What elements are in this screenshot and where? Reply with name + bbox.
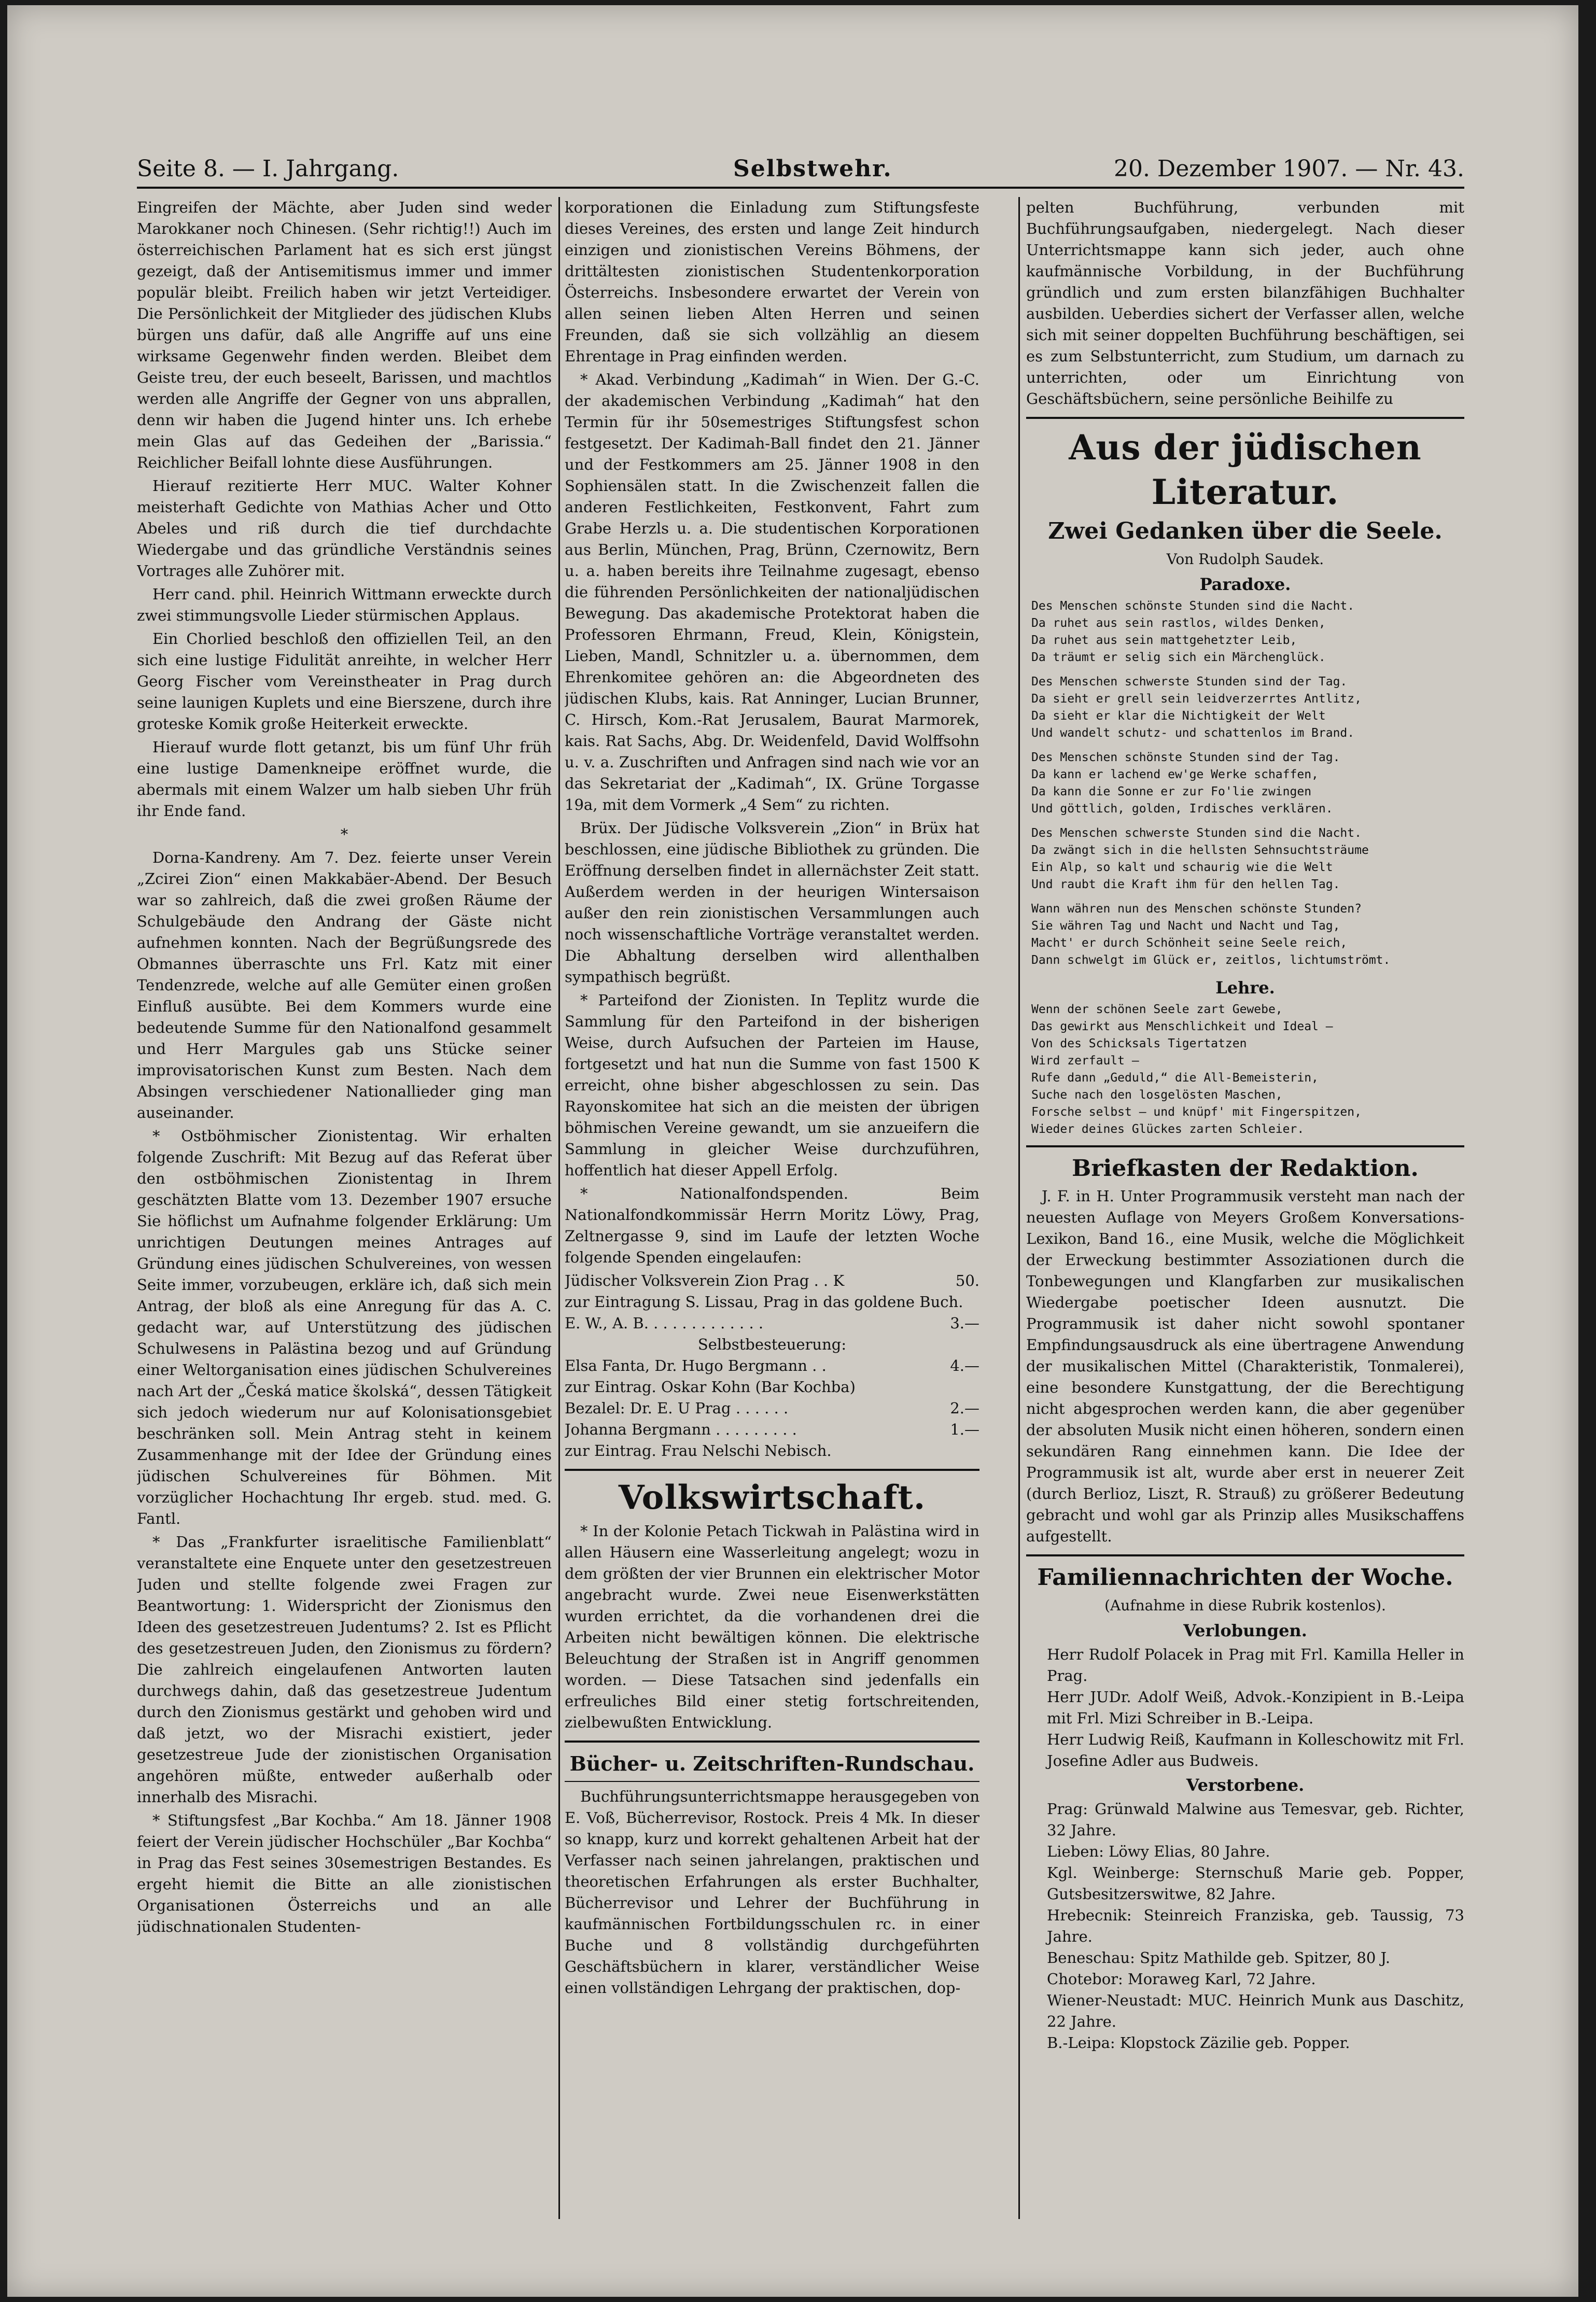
family-entry: Prag: Grünwald Malwine aus Temesvar, geb. Richter, 32 Jahre.	[1047, 1800, 1464, 1839]
poem-stanza	[1031, 749, 1464, 818]
poem-line: Da zwängt sich in die hellsten Sehnsuchtsträume	[1031, 844, 1369, 857]
donation-amount: 2.—	[950, 1399, 979, 1417]
donation-row	[565, 1377, 979, 1398]
donation-name: zur Eintrag. Frau Nelschi Nebisch.	[565, 1442, 832, 1459]
family-entry: Herr Ludwig Reiß, Kaufmann in Kolleschowitz mit Frl. Josefine Adler aus Budweis.	[1047, 1731, 1464, 1770]
donation-name: zur Eintragung S. Lissau, Prag in das goldene Buch.	[565, 1293, 963, 1311]
article-paragraph: * Das „Frankfurter israelitische Familienblatt“ veranstaltete eine Enquete unter den gesetzestreuen Juden und stellte folgende zwei Fragen zur Beantwortung: 1. Widerspricht der Zionismus den Ideen des gesetzestreuen Judentums? 2. Ist es Pflicht des gesetzestreuen Juden, den Zionismus zu fördern? Die zahlreich eingelaufenen Antworten lauten durchwegs dahin, daß das gesetzestreue Judentum durch den Zionismus gestärkt und gehoben wird und daß jetzt, wo der Misrachi existiert, jeder gesetzestreue Jude der zionistischen Organisation angehören müßte, entweder außerhalb oder innerhalb des Misrachi.	[137, 1533, 552, 1806]
poem-author: Von Rudolph Saudek.	[1166, 551, 1324, 568]
donation-row	[565, 1440, 979, 1462]
newspaper-page	[7, 5, 1578, 2297]
poem-stanza	[1031, 901, 1464, 969]
poem-stanza	[1031, 1001, 1464, 1138]
page-header	[137, 156, 1464, 181]
poem-line: Ein Alp, so kalt und schaurig wie die Welt	[1031, 861, 1333, 874]
column-divider	[558, 197, 560, 2219]
poem-line: Wird zerfault —	[1031, 1054, 1139, 1068]
poem-line: Da träumt er selig sich ein Märchenglück.	[1031, 651, 1326, 664]
header-page-info: Seite 8. — I. Jahrgang.	[137, 156, 399, 182]
section-heading-volkswirtschaft: Volkswirtschaft.	[618, 1478, 926, 1517]
article-paragraph: * Ostböhmischer Zionistentag. Wir erhalten folgende Zuschrift: Mit Bezug auf das Referat über den ostböhmischen Zionistentag in Ihrem geschätzten Blatte vom 13. Dezember 1907 ersuche Sie höflichst um Aufnahme folgender Erklärung: Um unrichtigen Deutungen meines Antrages auf Gründung eines jüdischen Schulvereines, von wessen Seite immer, vorzubeugen, erkläre ich, daß sich mein Antrag, der bloß als eine Anregung für das A. C. gedacht war, auf Unterstützung des jüdischen Schulwesens in Palästina bezog und auf Gründung einer Weltorganisation eines jüdischen Schulvereines nach Art der „Česká matice školská“, dessen Tätigkeit sich jedoch wiederum nur auf Kolonisationsgebiet beschränken soll. Mein Antrag steht in keinem Zusammenhange mit der Idee der Gründung eines jüdischen Schulvereines für Böhmen. Mit vorzüglicher Hochachtung Ihr ergeb. stud. med. G. Fantl.	[137, 1127, 552, 1527]
section-rule	[565, 1740, 979, 1743]
poem-line: Wieder deines Glückes zarten Schleier.	[1031, 1122, 1305, 1136]
family-entry: Herr Rudolf Polacek in Prag mit Frl. Kamilla Heller in Prag.	[1047, 1646, 1464, 1685]
family-entry: Kgl. Weinberge: Sternschuß Marie geb. Popper, Gutsbesitzerswitwe, 82 Jahre.	[1047, 1864, 1464, 1903]
section-note: (Aufnahme in diese Rubrik kostenlos).	[1104, 1597, 1386, 1614]
poem-line: Des Menschen schönste Stunden sind der Tag.	[1031, 751, 1340, 764]
poem-stanza	[1031, 598, 1464, 666]
poem-line: Da sieht er klar die Nichtigkeit der Welt	[1031, 709, 1326, 723]
subheading-verlobungen: Verlobungen.	[1183, 1621, 1307, 1640]
article-paragraph: * In der Kolonie Petach Tickwah in Palästina wird in allen Häusern eine Wasserleitung angelegt; wozu in dem größten der vier Brunnen ein elektrischer Motor angebracht wurde. Zwei neue Eisenwerkstätten wurden errichtet, da die vorhandenen drei die Arbeiten nicht bewältigen können. Die elektrische Beleuchtung der Straßen ist in Angriff genommen worden. — Diese Tatsachen sind jedenfalls ein erfreuliches Bild einer stetig fortschreitenden, zielbewußten Entwicklung.	[565, 1522, 979, 1731]
poem-line: Und göttlich, golden, Irdisches verklären.	[1031, 802, 1333, 816]
poem-line: Da ruhet aus sein mattgehetzter Leib,	[1031, 634, 1297, 647]
article-paragraph: Dorna-Kandreny. Am 7. Dez. feierte unser Verein „Zcirei Zion“ einen Makkabäer-Abend. Der Besuch war so zahlreich, daß die zwei großen Räume der Schulgebäude den Andrang der Gäste nicht aufnehmen konnten. Nach der Begrüßungsrede des Obmannes überraschte uns Frl. Katz mit einer Tendenzrede, welche auf alle Gemüter einen großen Einfluß ausübte. Bei dem Kommers wurde eine bedeutende Summe für den Nationalfond gesammelt und Herr Margules gab uns Stücke seiner improvisatorischen Kunst zum Besten. Nach dem Absingen verschiedener Nationallieder ging man auseinander.	[137, 849, 552, 1121]
poem-line: Sie währen Tag und Nacht und Nacht und Tag,	[1031, 919, 1340, 933]
donation-name: Bezalel: Dr. E. U Prag . . . . . .	[565, 1399, 789, 1417]
poem-stanza	[1031, 673, 1464, 742]
section-heading-briefkasten: Briefkasten der Redaktion.	[1072, 1155, 1419, 1182]
donation-row	[565, 1292, 979, 1313]
column-2	[565, 197, 979, 2219]
donation-row	[565, 1355, 979, 1377]
poem-line: Wann währen nun des Menschen schönste Stunden?	[1031, 902, 1362, 916]
poem-line: Des Menschen schönste Stunden sind die Nacht.	[1031, 599, 1355, 613]
poem-line: Da sieht er grell sein leidverzerrtes Antlitz,	[1031, 692, 1362, 706]
family-entry: Hrebecnik: Steinreich Franziska, geb. Taussig, 73 Jahre.	[1047, 1906, 1464, 1945]
donation-amount: 4.—	[950, 1357, 979, 1374]
poem-subtitle: Paradoxe.	[1199, 574, 1291, 594]
poem-stanza	[1031, 825, 1464, 893]
poem-line: Da ruhet aus sein rastlos, wildes Denken,	[1031, 616, 1326, 630]
donation-name: Selbstbesteuerung:	[697, 1336, 847, 1353]
donation-name: Jüdischer Volksverein Zion Prag . . K	[565, 1272, 845, 1289]
donation-row	[565, 1270, 979, 1292]
article-paragraph: Herr cand. phil. Heinrich Wittmann erweckte durch zwei stimmungsvolle Lieder stürmischen Applaus.	[137, 585, 552, 624]
article-paragraph: J. F. in H. Unter Programmusik versteht man nach der neuesten Auflage von Meyers Großem Konversations-Lexikon, Band 16., eine Musik, welche die Möglichkeit der Erweckung bestimmter Assoziationen durch die Tonbewegungen und Klangfarben zur musikalischen Wiedergabe poetischer Ideen ausnutzt. Die Programmusik ist daher nicht sowohl spontaner Empfindungsausdruck als eine übertragene Anwendung der musikalischen Mittel (Charakteristik, Tonmalerei), eine besondere Kunstgattung, der die Berechtigung nicht abgesprochen werden kann, die aber gegenüber der absoluten Musik nicht einen höheren, sondern einen sekundären Rang einnehmen kann. Die Idee der Programmusik ist alt, wurde aber erst in neuerer Zeit (durch Berlioz, Liszt, R. Strauß) zu größerer Bedeutung gebracht und wohl gar als Prinzip alles Musikschaffens aufgestellt.	[1026, 1187, 1464, 1545]
family-entry: Lieben: Löwy Elias, 80 Jahre.	[1047, 1843, 1270, 1860]
article-paragraph: * Stiftungsfest „Bar Kochba.“ Am 18. Jänner 1908 feiert der Verein jüdischer Hochschüler „Bar Kochba“ in Prag das Fest seines 30semestrigen Bestandes. Es ergeht hiemit die Bitte an alle zionistischen Organisationen Österreichs und an alle jüdischnationalen Studenten-	[137, 1812, 552, 1935]
donation-row	[565, 1398, 979, 1419]
subheading-verstorbene: Verstorbene.	[1186, 1775, 1305, 1795]
section-rule	[1026, 1554, 1464, 1556]
donation-name: Elsa Fanta, Dr. Hugo Bergmann . .	[565, 1357, 827, 1374]
article-paragraph: * Parteifond der Zionisten. In Teplitz wurde die Sammlung für den Parteifond in der bisherigen Weise, durch Aufsuchen der Parteien im Hause, fortgesetzt und hat nun die Summe von fast 1500 K erreicht, ohne bisher abgeschlossen zu sein. Das Rayonskomitee hat sich an die meisten der übrigen böhmischen Vereine gewandt, um sie anzueifern die Sammlung in gleicher Weise durchzuführen, hoffentlich hat dieser Appell Erfolg.	[565, 991, 979, 1179]
poem-line: Da kann er lachend ew'ge Werke schaffen,	[1031, 768, 1319, 781]
article-paragraph: Eingreifen der Mächte, aber Juden sind weder Marokkaner noch Chinesen. (Sehr richtig!!) Auch im österreichischen Parlament hat es sich erst jüngst gezeigt, daß der Antisemitismus immer und immer populär bleibt. Freilich haben wir jetzt Verteidiger. Die Persönlichkeit der Mitglieder des jüdischen Klubs bürgen uns dafür, daß alle Angriffe auf uns eine wirksame Gegenwehr finden werden. Bleibet dem Geiste treu, der euch beseelt, Barissen, und machtlos werden alle Angriffe der Gegner von uns abprallen, denn wir haben die Jugend hinter uns. Ich erhebe mein Glas auf das Gedeihen der „Barissia.“ Reichlicher Beifall lohnte diese Ausführungen.	[137, 199, 552, 471]
family-entry: Wiener-Neustadt: MUC. Heinrich Munk aus Daschitz, 22 Jahre.	[1047, 1991, 1464, 2030]
column-3	[1026, 197, 1464, 2219]
poem-line: Des Menschen schwerste Stunden sind die Nacht.	[1031, 826, 1362, 840]
article-paragraph: pelten Buchführung, verbunden mit Buchführungsaufgaben, niedergelegt. Nach dieser Unterrichtsmappe kann sich jeder, auch ohne kaufmännische Vorbildung, in der Buchführung gründlich und zum ersten bilanzfähigen Buchhalter ausbilden. Ueberdies sichert der Verfasser allen, welche sich mit seiner doppelten Buchführung beschäftigen, sei es zum Selbstunterricht, zum Studium, um darnach zu unterrichten, oder um Einrichtung von Geschäftsbüchern, seine persönliche Beihilfe zu	[1026, 199, 1464, 408]
poem-line: Wenn der schönen Seele zart Gewebe,	[1031, 1003, 1283, 1016]
donation-name: E. W., A. B. . . . . . . . . . . . .	[565, 1314, 764, 1332]
section-heading-buecher: Bücher- u. Zeitschriften-Rundschau.	[569, 1752, 975, 1775]
header-date-issue: 20. Dezember 1907. — Nr. 43.	[1113, 156, 1464, 182]
article-paragraph: Hierauf wurde flott getanzt, bis um fünf Uhr früh eine lustige Damenkneipe eröffnet wurde, die abermals mit einem Walzer um halb sieben Uhr früh ihr Ende fand.	[137, 738, 552, 820]
section-separator: *	[340, 825, 348, 843]
donation-amount: 3.—	[950, 1314, 979, 1332]
article-paragraph: Hierauf rezitierte Herr MUC. Walter Kohner meisterhaft Gedichte von Mathias Acher und Otto Abeles und riß durch die tief durchdachte Wiedergabe und das gründliche Verständnis seines Vortrages alle Zuhörer mit.	[137, 477, 552, 580]
poem-line: Forsche selbst — und knüpf' mit Fingerspitzen,	[1031, 1105, 1362, 1119]
header-rule	[137, 187, 1464, 189]
article-paragraph: Brüx. Der Jüdische Volksverein „Zion“ in Brüx hat beschlossen, eine jüdische Bibliothek zu gründen. Die Eröffnung derselben findet in allernächster Zeit statt. Außerdem werden in der heurigen Wintersaison außer den rein zionistischen Versammlungen auch noch wissenschaftliche Vorträge veranstaltet werden. Die Abhaltung derselben wird allenthalben sympathisch begrüßt.	[565, 819, 979, 986]
article-paragraph: korporationen die Einladung zum Stiftungsfeste dieses Vereines, des ersten und lange Zeit hindurch einzigen und zionistischen Vereins Böhmens, der drittältesten zionistischen Studentenkorporation Österreichs. Insbesondere erwartet der Verein von allen seinen lieben Alten Herren und seinen Freunden, daß sie sich vollzählig an diesem Ehrentage in Prag einfinden werden.	[565, 199, 979, 365]
poem-line: Das gewirkt aus Menschlichkeit und Ideal —	[1031, 1020, 1333, 1033]
article-paragraph: * Akad. Verbindung „Kadimah“ in Wien. Der G.-C. der akademischen Verbindung „Kadimah“ hat den Termin für ihr 50semestriges Stiftungsfest schon festgesetzt. Der Kadimah-Ball findet den 21. Jänner und der Festkommers am 25. Jänner 1908 in den Sophiensälen statt. In die Zwischenzeit fallen die anderen Festlichkeiten, Festkonvent, Fahrt zum Grabe Herzls u. a. Die studentischen Korporationen aus Berlin, München, Prag, Brünn, Czernowitz, Bern u. a. haben bereits ihre Teilnahme zugesagt, ebenso die führenden Persönlichkeiten der nationaljüdischen Bewegung. Das akademische Protektorat haben die Professoren Ehrmann, Freud, Klein, Königstein, Lieben, Mandl, Schnitzler u. a. übernommen, dem Ehrenkomitee gehören an: die Abgeordneten des jüdischen Klubs, kais. Rat Anninger, Lucian Brunner, C. Hirsch, Kom.-Rat Jerusalem, Baurat Marmorek, kais. Rat Sachs, Abg. Dr. Weidenfeld, David Wolffsohn u. v. a. Zuschriften und Anfragen sind nach wie vor an das Sekretariat der „Kadimah“, IX. Grüne Torgasse 19a, mit dem Vormerk „4 Sem“ zu richten.	[565, 371, 979, 813]
poem-line: Da kann die Sonne er zur Fo'lie zwingen	[1031, 785, 1312, 798]
donation-name: zur Eintrag. Oskar Kohn (Bar Kochba)	[565, 1378, 856, 1396]
donation-name: Johanna Bergmann . . . . . . . . .	[565, 1421, 797, 1438]
family-entry: B.-Leipa: Klopstock Zäzilie geb. Popper.	[1047, 2034, 1350, 2052]
donation-amount: 1.—	[950, 1421, 979, 1438]
poem-line: Von des Schicksals Tigertatzen	[1031, 1037, 1247, 1050]
section-heading-familien: Familiennachrichten der Woche.	[1037, 1564, 1453, 1591]
article-paragraph: * Nationalfondspenden. Beim Nationalfondkommissär Herrn Moritz Löwy, Prag, Zeltnergasse 9, sind im Laufe der letzten Woche folgende Spenden eingelaufen:	[565, 1185, 979, 1266]
poem-title: Zwei Gedanken über die Seele.	[1048, 518, 1443, 544]
poem-line: Macht' er durch Schönheit seine Seele reich,	[1031, 936, 1348, 950]
article-paragraph: Ein Chorlied beschloß den offiziellen Teil, an den sich eine lustige Fidulität anreihte, in welcher Herr Georg Fischer vom Vereinstheater in Prag durch seine launigen Kuplets und eine Bierszene, durch ihre groteske Komik große Heiterkeit erweckte.	[137, 630, 552, 733]
poem-subtitle: Lehre.	[1215, 978, 1275, 998]
column-divider	[1018, 197, 1020, 2219]
poem-line: Des Menschen schwerste Stunden sind der Tag.	[1031, 675, 1348, 689]
section-rule	[1026, 417, 1464, 419]
donation-row	[565, 1313, 979, 1334]
section-rule	[565, 1469, 979, 1471]
column-1	[137, 197, 552, 2219]
poem-line: Rufe dann „Geduld,“ die All-Bemeisterin,	[1031, 1071, 1319, 1085]
poem-line: Dann schwelgt im Glück er, zeitlos, lichtumströmt.	[1031, 953, 1391, 967]
donation-row	[565, 1419, 979, 1440]
donation-list	[565, 1270, 979, 1462]
family-entry: Beneschau: Spitz Mathilde geb. Spitzer, 80 J.	[1047, 1949, 1391, 1967]
header-masthead: Selbstwehr.	[733, 156, 892, 182]
section-heading-literatur: Aus der jüdischen Literatur.	[1069, 427, 1422, 512]
section-rule	[1026, 1145, 1464, 1147]
family-entry: Chotebor: Moraweg Karl, 72 Jahre.	[1047, 1970, 1316, 1988]
donation-amount: 50.	[955, 1272, 979, 1289]
family-entry: Herr JUDr. Adolf Weiß, Advok.-Konzipient in B.-Leipa mit Frl. Mizi Schreiber in B.-Leipa.	[1047, 1688, 1464, 1727]
section-rule	[565, 1781, 979, 1782]
poem-line: Suche nach den losgelösten Maschen,	[1031, 1088, 1283, 1102]
poem-line: Und wandelt schutz- und schattenlos im Brand.	[1031, 726, 1355, 740]
donation-row	[565, 1334, 979, 1355]
poem-line: Und raubt die Kraft ihm für den hellen Tag.	[1031, 878, 1340, 891]
article-paragraph: Buchführungsunterrichtsmappe herausgegeben von E. Voß, Bücherrevisor, Rostock. Preis 4 Mk. In dieser so knapp, kurz und korrekt gehaltenen Arbeit hat der Verfasser nach seinen jahrelangen, praktischen und theoretischen Erfahrungen als erster Buchhalter, Bücherrevisor und Lehrer der Buchführung in kaufmännischen Fortbildungsschulen rc. in einer Buche und 8 vollständig durchgeführten Geschäftsbüchern in klarer, verständlicher Weise einen vollständigen Lehrgang der praktischen, dop-	[565, 1788, 979, 1997]
